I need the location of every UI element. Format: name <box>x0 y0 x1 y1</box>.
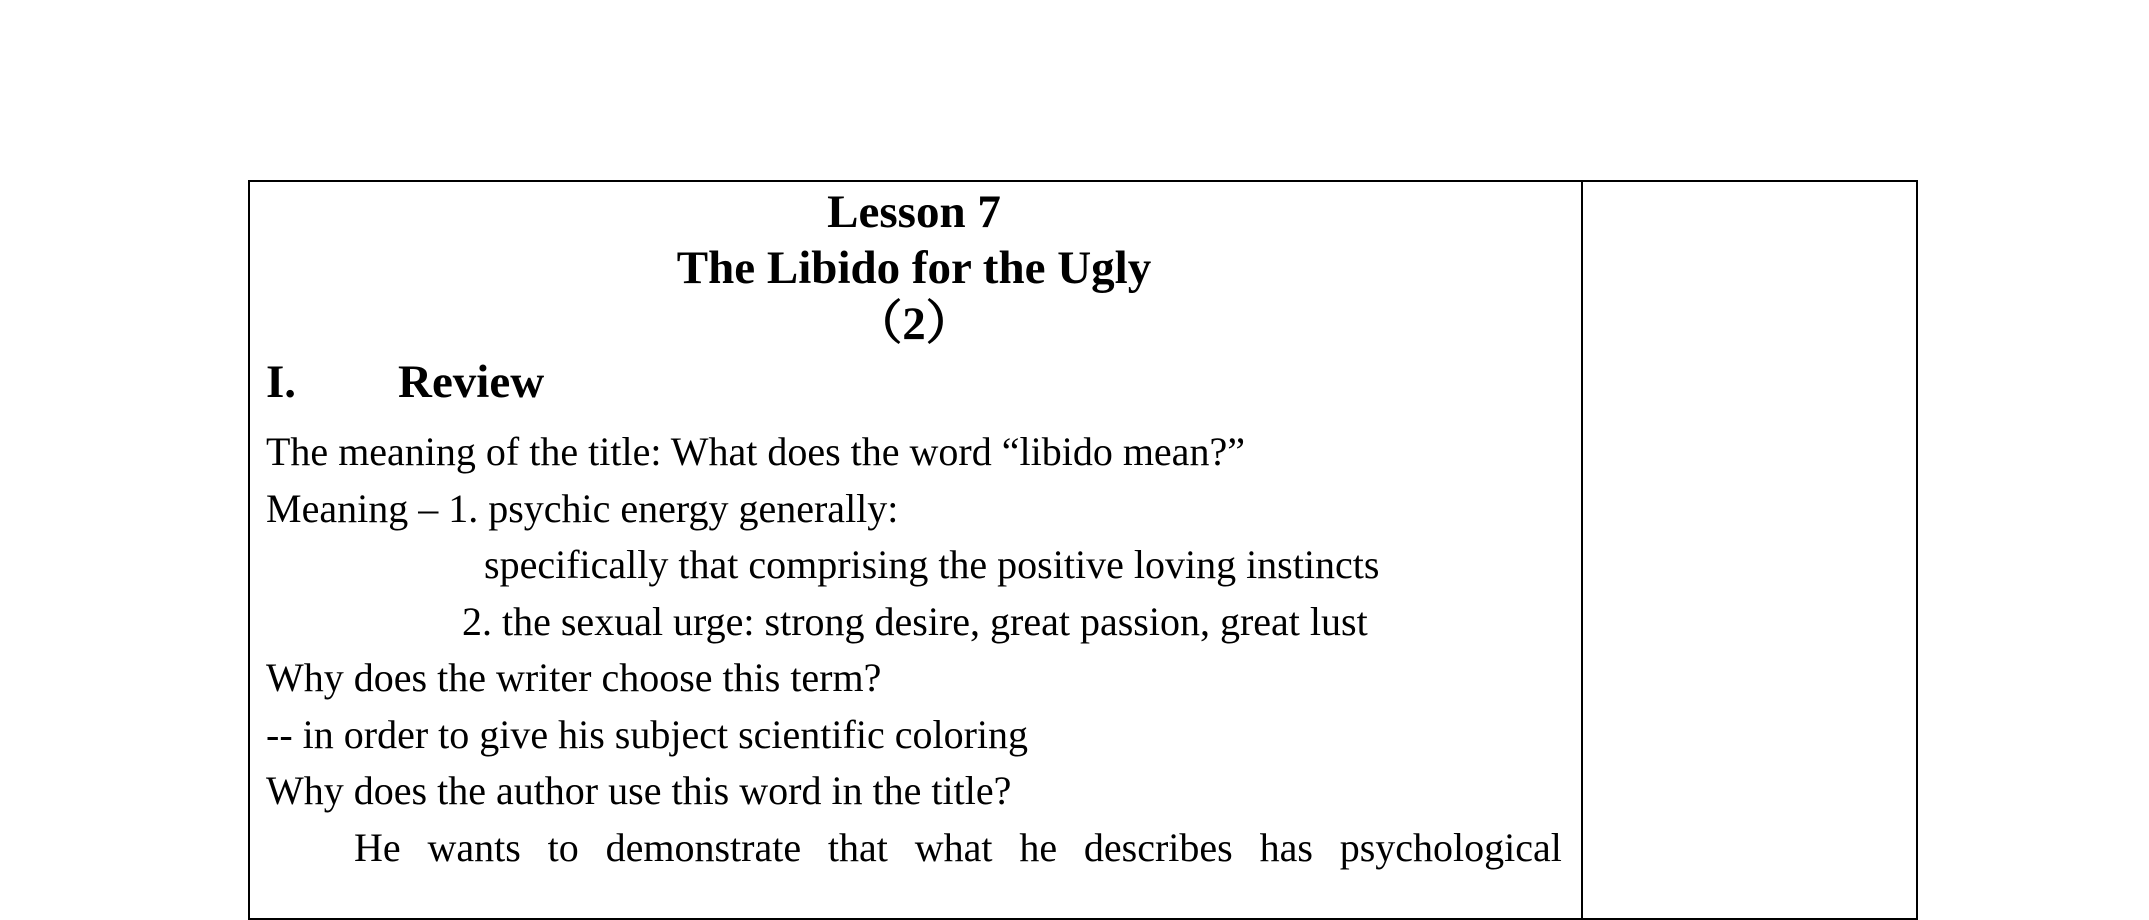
text-line: Why does the author use this word in the title? <box>266 768 1012 813</box>
text-line: Why does the writer choose this term? <box>266 655 882 700</box>
word: that <box>827 824 888 870</box>
word: describes <box>1083 824 1233 870</box>
text-line: -- in order to give his subject scientific coloring <box>266 711 1029 757</box>
section-title: Review <box>398 356 545 408</box>
section-heading <box>266 352 1562 412</box>
column-divider <box>1581 180 1583 920</box>
word: demonstrate <box>605 824 802 870</box>
word: wants <box>427 824 521 870</box>
text-line: specifically that comprising the positive loving instincts <box>484 542 1380 587</box>
word: what <box>914 824 993 870</box>
word: has <box>1259 824 1313 870</box>
text-line: 2. the sexual urge: strong desire, great passion, great lust <box>462 598 1368 644</box>
word: He <box>354 824 401 870</box>
word: he <box>1019 824 1058 870</box>
lesson-number: Lesson 7 <box>827 186 1001 238</box>
text-line: Meaning – 1. psychic energy generally: <box>266 485 899 531</box>
section-number: I. <box>266 356 297 408</box>
lesson-title: The Libido for the Ugly <box>676 242 1152 294</box>
word: to <box>547 824 579 870</box>
lesson-part: （2） <box>855 298 973 350</box>
justified-text-line <box>266 820 1562 877</box>
text-line: The meaning of the title: What does the word “libido mean?” <box>266 429 1245 474</box>
word: psychological <box>1339 824 1562 870</box>
main-cell <box>266 184 1562 876</box>
